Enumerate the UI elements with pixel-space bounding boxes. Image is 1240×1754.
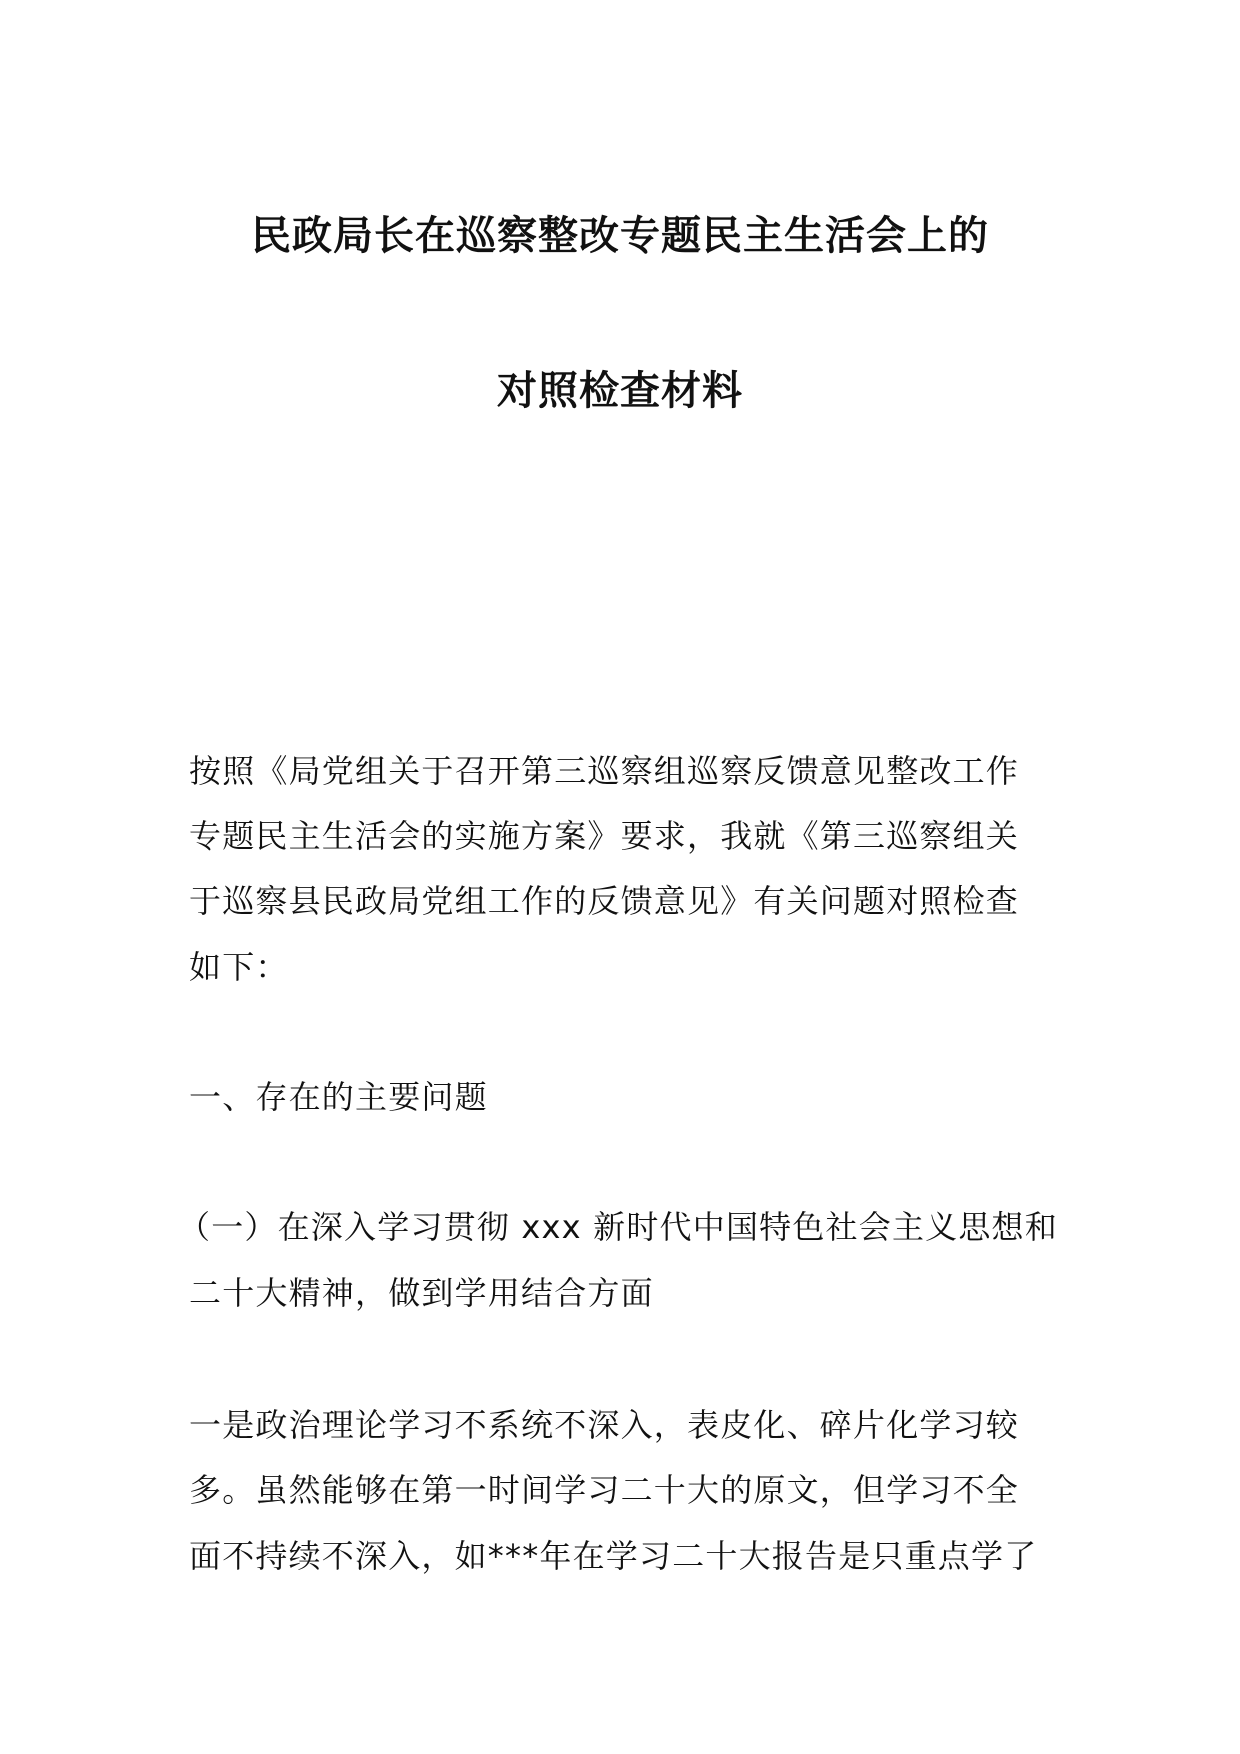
intro-paragraph-line: 如下： (189, 948, 289, 986)
intro-paragraph-line: 于巡察县民政局党组工作的反馈意见》有关问题对照检查 (189, 882, 1020, 920)
body-paragraph-line: 一是政治理论学习不系统不深入，表皮化、碎片化学习较 (189, 1406, 1020, 1444)
body-paragraph-line: 多。虽然能够在第一时间学习二十大的原文，但学习不全 (189, 1471, 1020, 1509)
subsection-heading-line: （一）在深入学习贯彻 xxx 新时代中国特色社会主义思想和 (178, 1208, 1058, 1246)
document-title-line-2: 对照检查材料 (497, 368, 743, 414)
intro-paragraph-line: 按照《局党组关于召开第三巡察组巡察反馈意见整改工作 (189, 752, 1020, 790)
document-title-line-1: 民政局长在巡察整改专题民主生活会上的 (251, 213, 989, 259)
body-paragraph-line: 面不持续不深入，如***年在学习二十大报告是只重点学了 (189, 1537, 1038, 1575)
section-heading: 一、存在的主要问题 (189, 1078, 488, 1116)
subsection-heading-line: 二十大精神，做到学用结合方面 (189, 1274, 654, 1312)
intro-paragraph-line: 专题民主生活会的实施方案》要求，我就《第三巡察组关 (189, 817, 1020, 855)
